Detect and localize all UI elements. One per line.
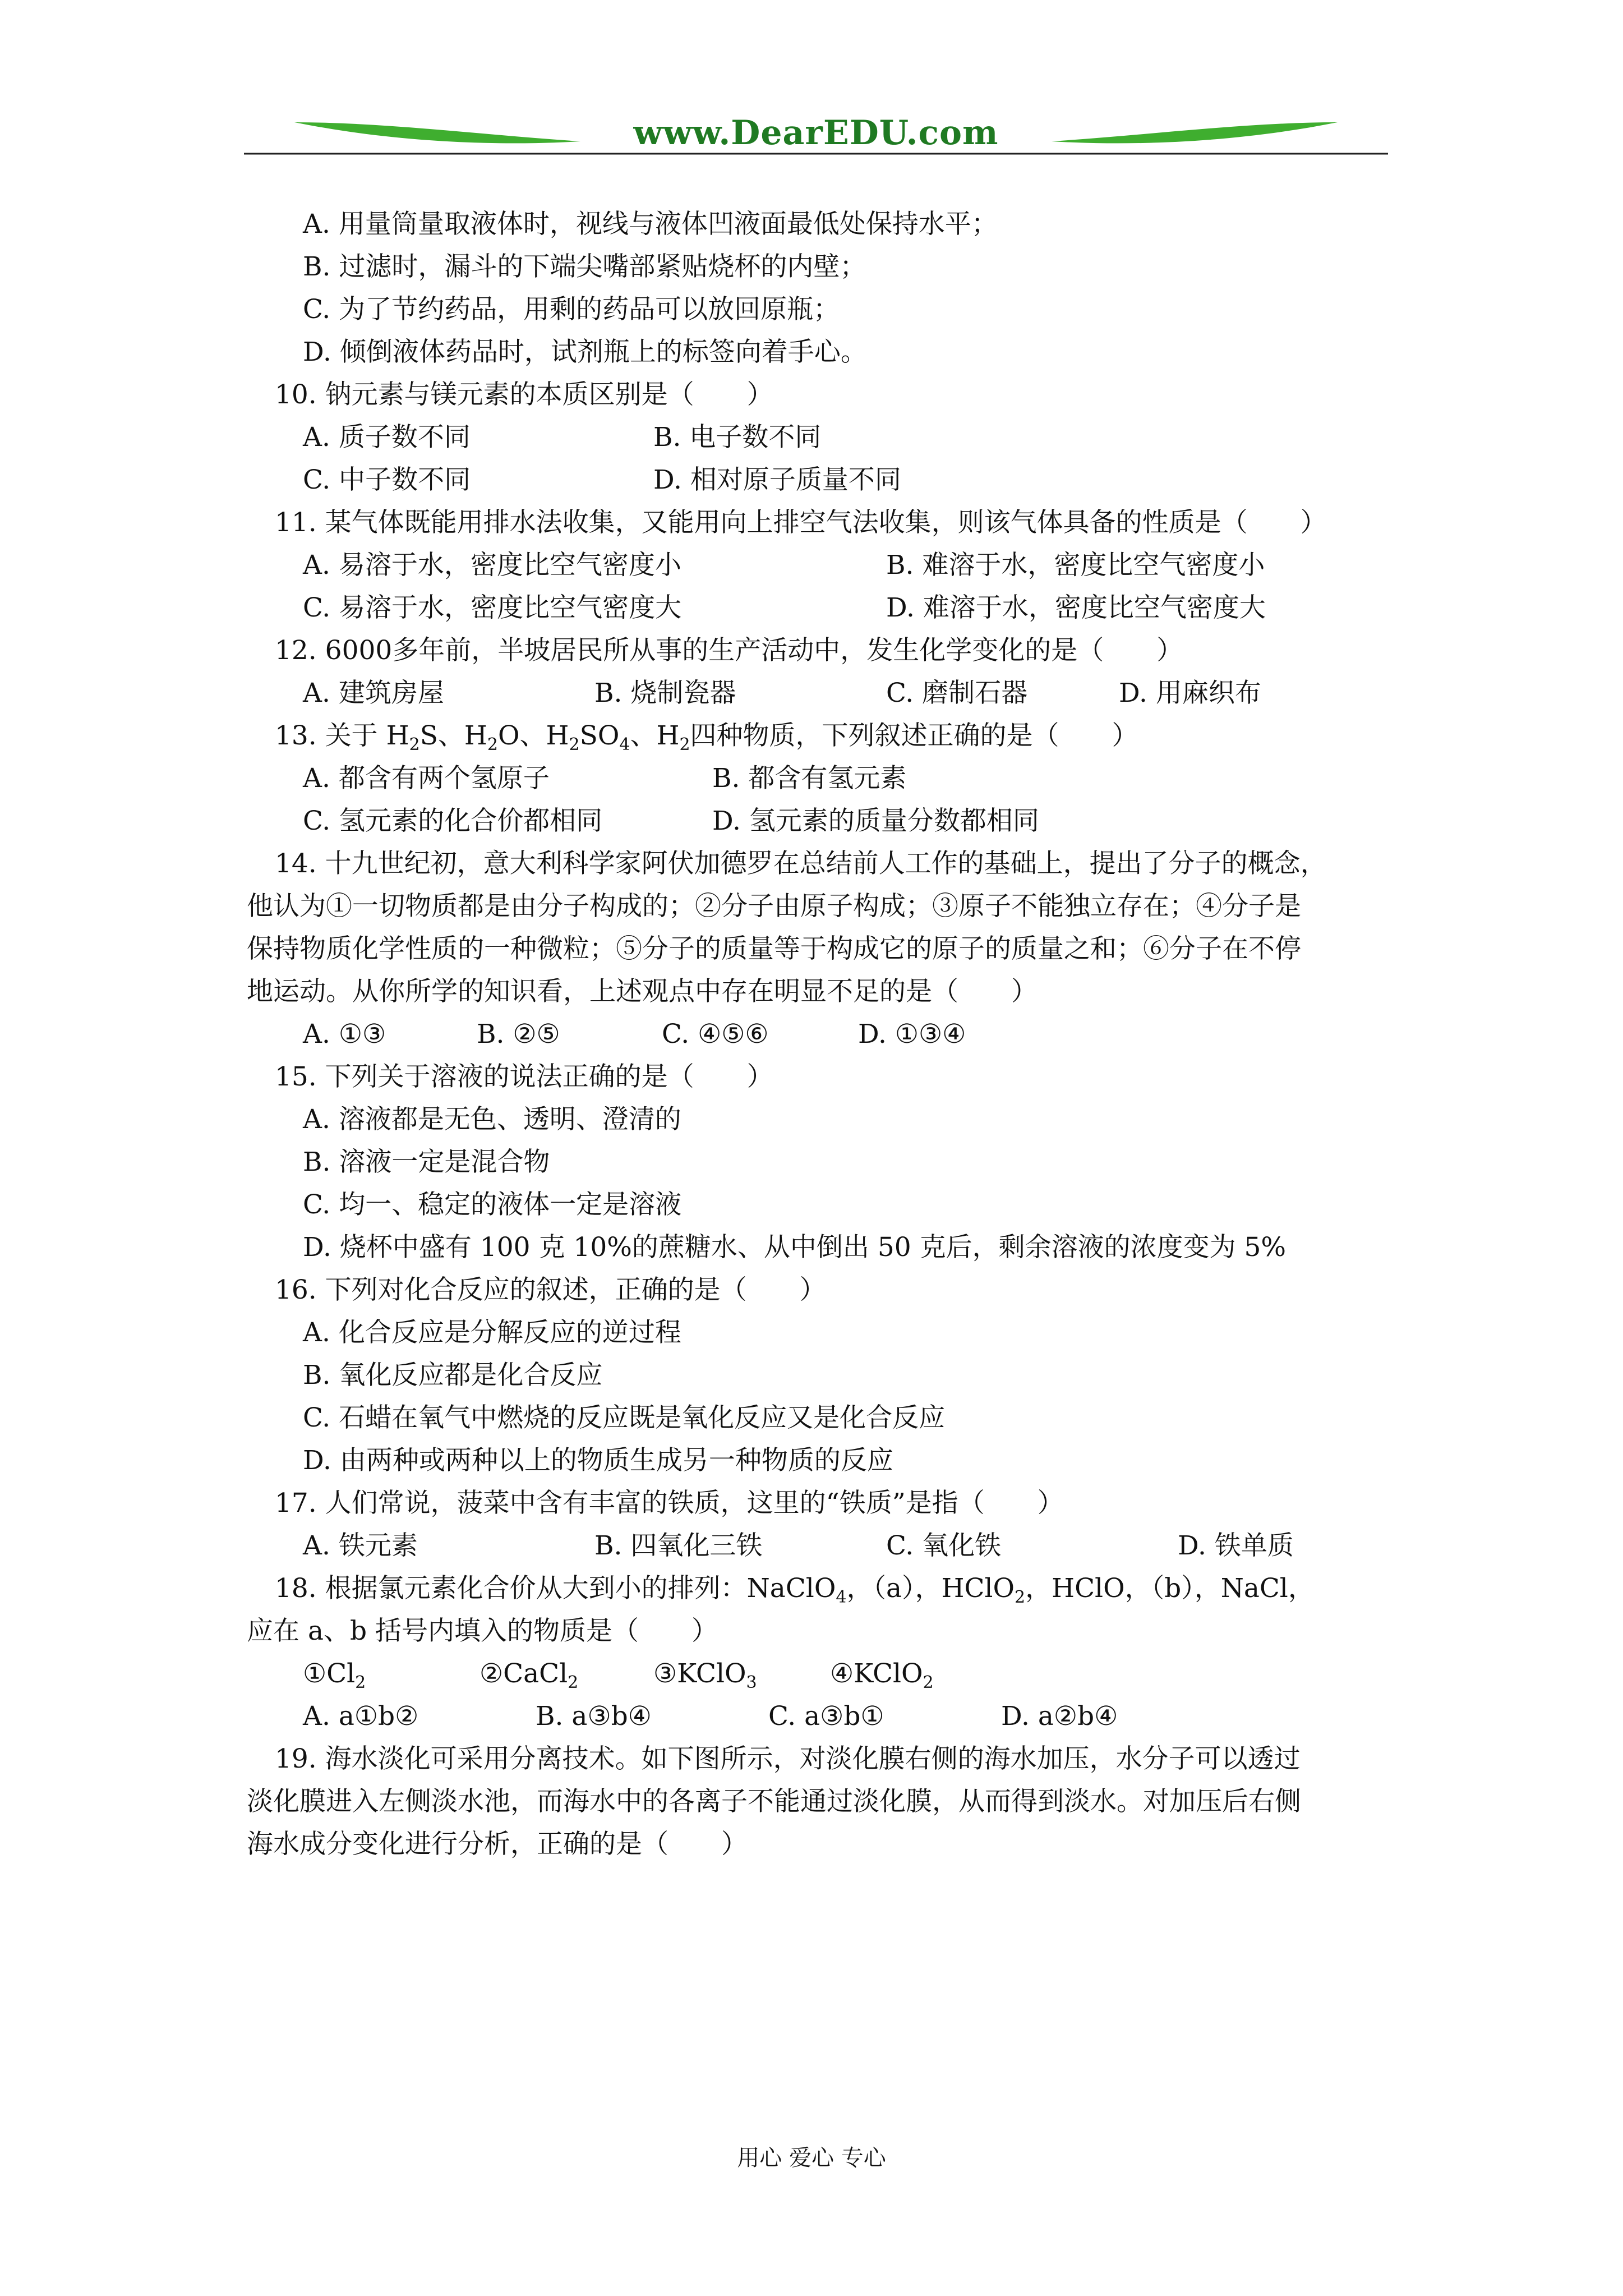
q18-candidate-text: ①Cl	[303, 1658, 356, 1689]
q18-option-d: D. a②b④	[1001, 1701, 1118, 1732]
q14-option-b: B. ②⑤	[477, 1019, 560, 1050]
q9-option-d: D. 倾倒液体药品时，试剂瓶上的标签向着手心。	[303, 337, 867, 367]
q18-subscript: 2	[1015, 1588, 1026, 1607]
q12-option-b: B. 烧制瓷器	[594, 678, 736, 708]
q15-option-c: C. 均一、稳定的液体一定是溶液	[303, 1189, 682, 1220]
q13-subscript: 4	[619, 735, 630, 754]
q13-option-d: D. 氢元素的质量分数都相同	[712, 806, 1039, 836]
q19-line-3: 海水成分变化进行分析，正确的是（ ）	[247, 1829, 748, 1860]
q18-candidate-4	[830, 1657, 934, 1691]
q13-stem-text: O、H	[498, 720, 569, 751]
q18-candidate-text: ③KClO	[653, 1658, 746, 1689]
q9-option-c: C. 为了节约药品，用剩的药品可以放回原瓶；	[303, 294, 840, 325]
q13-subscript: 2	[409, 735, 420, 754]
q19-line-2: 淡化膜进入左侧淡水池，而海水中的各离子不能通过淡化膜，从而得到淡水。对加压后右侧	[247, 1786, 1301, 1817]
q10-option-b: B. 电子数不同	[653, 422, 822, 453]
q16-option-c: C. 石蜡在氧气中燃烧的反应既是氧化反应又是化合反应	[303, 1402, 946, 1433]
q19-line-1: 19. 海水淡化可采用分离技术。如下图所示，对淡化膜右侧的海水加压，水分子可以透过	[275, 1743, 1301, 1774]
q18-line-2: 应在 a、b 括号内填入的物质是（ ）	[247, 1616, 718, 1646]
q18-subscript: 2	[568, 1673, 579, 1692]
q17-option-b: B. 四氧化三铁	[594, 1530, 763, 1561]
q18-text: 18. 根据氯元素化合价从大到小的排列：NaClO	[275, 1573, 836, 1604]
q13-stem-text: S、H	[419, 720, 487, 751]
q10-stem: 10. 钠元素与镁元素的本质区别是（ ）	[275, 379, 773, 410]
q18-subscript: 4	[836, 1588, 847, 1607]
q18-option-c: C. a③b①	[768, 1701, 884, 1732]
q18-subscript: 2	[923, 1673, 934, 1692]
q12-option-a: A. 建筑房屋	[303, 678, 444, 708]
q17-option-d: D. 铁单质	[1178, 1530, 1294, 1561]
q9-option-a: A. 用量筒量取液体时，视线与液体凹液面最低处保持水平；	[303, 209, 998, 240]
q11-option-c: C. 易溶于水，密度比空气密度大	[303, 592, 682, 623]
q11-option-d: D. 难溶于水，密度比空气密度大	[886, 592, 1266, 623]
q13-stem-text: SO	[579, 720, 620, 751]
q13-subscript: 2	[679, 735, 690, 754]
q12-option-c: C. 磨制石器	[886, 678, 1028, 708]
q15-stem: 15. 下列关于溶液的说法正确的是（ ）	[275, 1061, 773, 1092]
q13-stem-text: 、H	[630, 720, 680, 751]
q11-option-a: A. 易溶于水，密度比空气密度小	[303, 550, 681, 581]
q13-option-c: C. 氢元素的化合价都相同	[303, 806, 603, 836]
q15-option-a: A. 溶液都是无色、透明、澄清的	[303, 1104, 681, 1135]
q18-candidate-text: ②CaCl	[479, 1658, 568, 1689]
q18-candidate-1	[303, 1657, 366, 1691]
q18-option-a: A. a①b②	[303, 1701, 419, 1732]
q12-option-d: D. 用麻织布	[1119, 678, 1261, 708]
q17-stem: 17. 人们常说，菠菜中含有丰富的铁质，这里的“铁质”是指（ ）	[275, 1488, 1064, 1519]
q18-text: ，HClO，（b），NaCl，	[1025, 1573, 1315, 1604]
q11-stem: 11. 某气体既能用排水法收集，又能用向上排空气法收集，则该气体具备的性质是（ ）	[275, 507, 1327, 538]
q13-stem-text: 13. 关于 H	[275, 720, 409, 751]
q18-subscript: 3	[746, 1673, 757, 1692]
q18-candidate-text: ④KClO	[830, 1658, 923, 1689]
q13-subscript: 2	[487, 735, 498, 754]
q17-option-c: C. 氧化铁	[886, 1530, 1002, 1561]
header-banner	[244, 112, 1388, 157]
q13-subscript: 2	[569, 735, 580, 754]
q10-option-d: D. 相对原子质量不同	[653, 464, 901, 495]
q14-line-1: 14. 十九世纪初，意大利科学家阿伏加德罗在总结前人工作的基础上，提出了分子的概念，	[275, 848, 1327, 879]
q16-stem: 16. 下列对化合反应的叙述，正确的是（ ）	[275, 1274, 826, 1305]
q18-candidate-3	[653, 1657, 757, 1691]
q17-option-a: A. 铁元素	[303, 1530, 418, 1561]
q11-option-b: B. 难溶于水，密度比空气密度小	[886, 550, 1265, 581]
q14-line-2: 他认为①一切物质都是由分子构成的；②分子由原子构成；③原子不能独立存在；④分子是	[247, 891, 1301, 922]
q13-option-a: A. 都含有两个氢原子	[303, 763, 550, 794]
q18-option-b: B. a③b④	[536, 1701, 652, 1732]
q9-option-b: B. 过滤时，漏斗的下端尖嘴部紧贴烧杯的内壁；	[303, 251, 866, 282]
q14-option-d: D. ①③④	[858, 1019, 966, 1050]
q13-option-b: B. 都含有氢元素	[712, 763, 907, 794]
q18-line-1	[275, 1572, 1315, 1605]
q18-candidate-2	[479, 1657, 578, 1691]
q14-option-a: A. ①③	[303, 1019, 386, 1050]
q14-line-4: 地运动。从你所学的知识看，上述观点中存在明显不足的是（ ）	[247, 976, 1038, 1007]
q15-option-b: B. 溶液一定是混合物	[303, 1147, 550, 1177]
site-logo-text: www.DearEDU.com	[633, 113, 999, 153]
q12-stem: 12. 6000多年前，半坡居民所从事的生产活动中，发生化学变化的是（ ）	[275, 635, 1183, 666]
q15-option-d: D. 烧杯中盛有 100 克 10%的蔗糖水、从中倒出 50 克后，剩余溶液的浓度变为 5%	[303, 1232, 1287, 1263]
q13-stem-text: 四种物质，下列叙述正确的是（ ）	[690, 720, 1138, 751]
q13-stem	[275, 719, 1138, 753]
q14-line-3: 保持物质化学性质的一种微粒；⑤分子的质量等于构成它的原子的质量之和；⑥分子在不停	[247, 933, 1301, 964]
q10-option-c: C. 中子数不同	[303, 464, 471, 495]
q16-option-a: A. 化合反应是分解反应的逆过程	[303, 1317, 681, 1348]
q16-option-d: D. 由两种或两种以上的物质生成另一种物质的反应	[303, 1445, 893, 1476]
q18-subscript: 2	[355, 1673, 366, 1692]
q10-option-a: A. 质子数不同	[303, 422, 471, 453]
page-footer: 用心 爱心 专心	[737, 2145, 886, 2171]
q18-text: ，（a），HClO	[846, 1573, 1015, 1604]
q16-option-b: B. 氧化反应都是化合反应	[303, 1360, 603, 1391]
q14-option-c: C. ④⑤⑥	[662, 1019, 769, 1050]
